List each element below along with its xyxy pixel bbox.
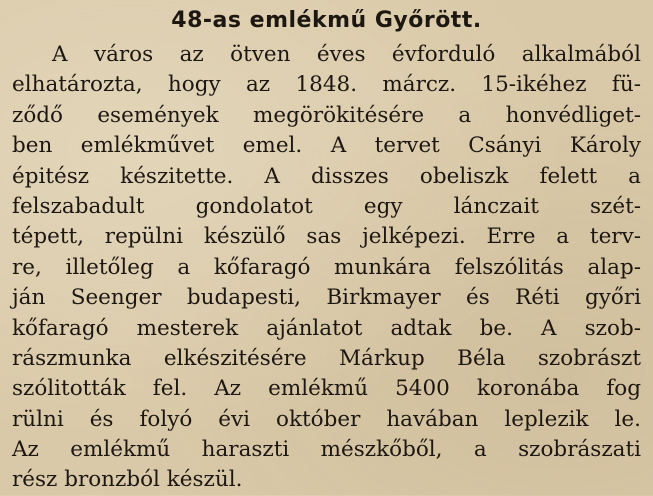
article-line: ben emlékművet emel. A tervet Csányi Károly: [12, 133, 641, 159]
article-title: 48-as emlékmű Győrött.: [171, 8, 482, 33]
article-line: re, illetőleg a kőfaragó munkára felszólitás alap-: [12, 254, 641, 280]
article-line: kőfaragó mesterek ajánlatot adtak be. A szob-: [12, 315, 641, 341]
article-line: tépett, repülni készülő sas jelképezi. Erre a terv-: [12, 224, 641, 250]
article-line: felszabadult gondolatot egy lánczait szét-: [12, 193, 641, 219]
article-line: ződő események megörökitésére a honvédliget-: [12, 102, 641, 128]
article-line: ján Seenger budapesti, Birkmayer és Réti győri: [12, 285, 641, 311]
article-line: elhatározta, hogy az 1848. márcz. 15-ikéhez fü-: [12, 72, 641, 98]
article-line: A város az ötven éves évforduló alkalmából: [52, 42, 641, 67]
article-line: épitész készitette. A disszes obeliszk felett a: [12, 163, 641, 189]
article-body: [12, 40, 641, 496]
article-line: rászmunka elkészitésére Márkup Béla szobrászt: [12, 345, 641, 371]
article-line: rész bronzból készül.: [12, 467, 243, 493]
article-line: Az emlékmű haraszti mészkőből, a szobrászati: [12, 437, 641, 463]
article-line: rülni és folyó évi október havában leplezik le.: [12, 406, 641, 432]
article-line: szólitották fel. Az emlékmű 5400 koronába fog: [12, 376, 641, 402]
